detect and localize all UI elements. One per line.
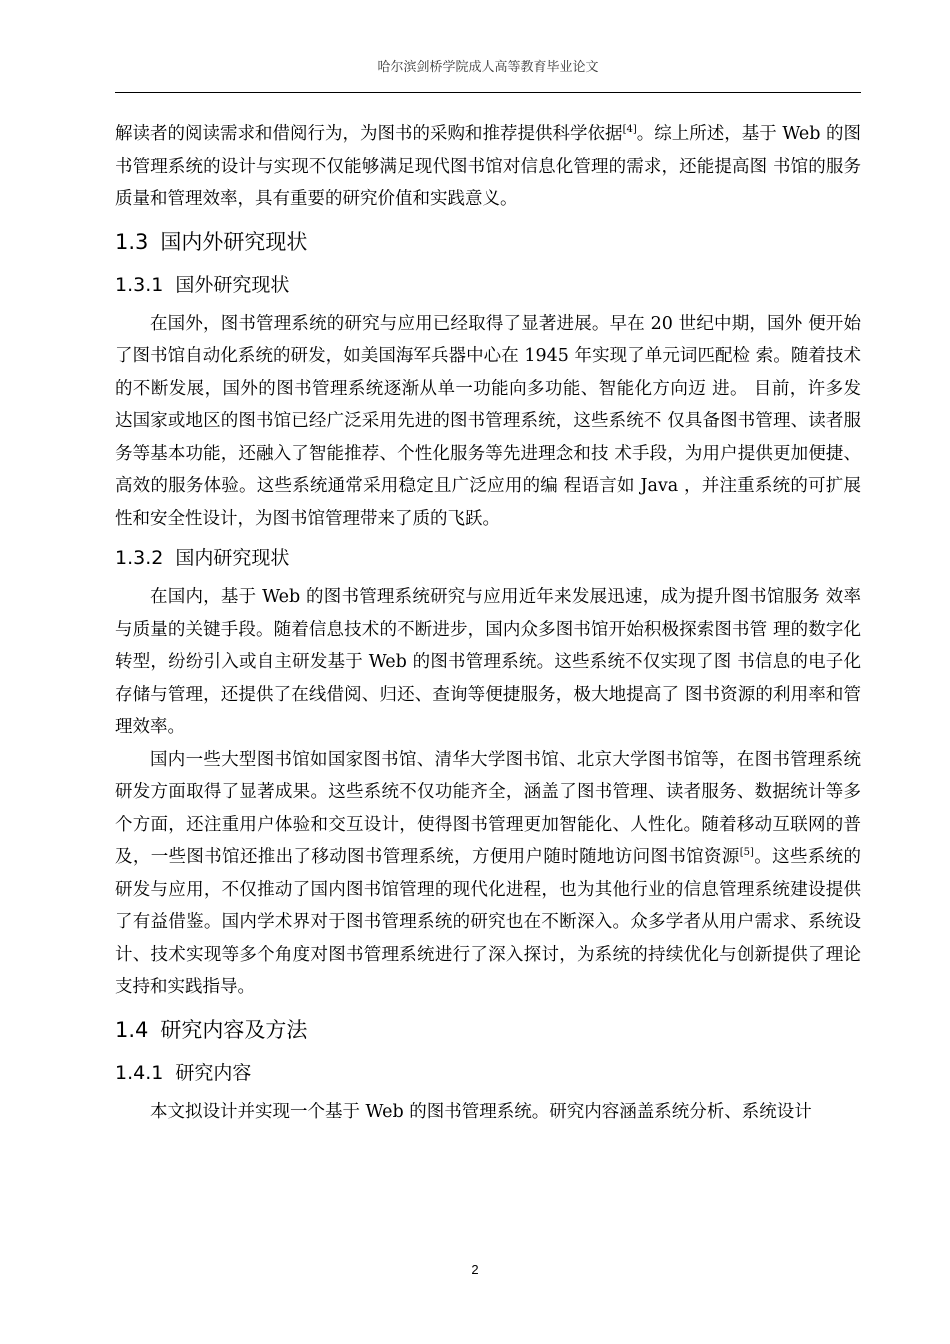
- paragraph-text: 国内一些大型图书馆如国家图书馆、清华大学图书馆、北京大学图书馆等，在图书管理系统研发方面取得了显著成果。这些系统不仅功能齐全，涵盖了图书管理、读者服务、数据统计等多个方面，还注重用户体验和交互设计，使得图书管理更加智能化、人性化。随着移动互联网的普及，一些图书馆还推出了移动图书管理系统，方便用户随时随地访问图书馆资源: [115, 749, 861, 867]
- paragraph-intro-continuation: [115, 118, 861, 216]
- paragraph-domestic-libraries: [115, 744, 861, 1004]
- paragraph-text: 。这些系统的研发与应用，不仅推动了国内图书馆管理的现代化进程，也为其他行业的信息管理系统建设提供了有益借鉴。国内学术界对于图书管理系统的研究也在不断深入。众多学者从用户需求、系统设计、技术实现等多个角度对图书管理系统进行了深入探讨，为系统的持续优化与创新提供了理论支持和实践指导。: [115, 847, 862, 997]
- header-divider: [115, 92, 861, 93]
- section-heading-1-4: [115, 1012, 861, 1048]
- paragraph-text: 。综上所述，基于 Web 的图书管理系统的设计与实现不仅能够满足现代图书馆对信息化管理的需求，还能提高图 书馆的服务质量和管理效率，具有重要的研究价值和实践意义。: [115, 124, 862, 209]
- page-body: [115, 118, 861, 1128]
- citation-5: [5]: [739, 847, 754, 859]
- subsection-heading-1-3-2: [115, 541, 861, 575]
- paragraph-text: 解读者的阅读需求和借阅行为，为图书的采购和推荐提供科学依据: [115, 124, 623, 144]
- section-number: 1.3.2: [115, 547, 164, 569]
- section-number: 1.4: [115, 1017, 149, 1042]
- paragraph-domestic-research: 在国内，基于 Web 的图书管理系统研究与应用近年来发展迅速，成为提升图书馆服务 效率与质量的关键手段。随着信息技术的不断进步，国内众多图书馆开始积极探索图书管 理的数字化转型，纷纷引入或自主研发基于 Web 的图书管理系统。这些系统不仅实现了图 书信息的电子化存储与管理，还提供了在线借阅、归还、查询等便捷服务，极大地提高了 图书资源的利用率和管理效率。: [115, 587, 861, 737]
- section-number: 1.3.1: [115, 273, 164, 296]
- section-title: 国外研究现状: [175, 273, 290, 296]
- section-title: 国内研究现状: [175, 547, 290, 569]
- section-number: 1.4.1: [115, 1061, 164, 1084]
- paragraph-research-content: 本文拟设计并实现一个基于 Web 的图书管理系统。研究内容涵盖系统分析、系统设计: [150, 1101, 812, 1122]
- page-number: 2: [471, 1262, 479, 1277]
- subsection-heading-1-3-1: [115, 268, 861, 302]
- section-heading-1-3: [115, 224, 861, 260]
- section-title: 国内外研究现状: [160, 229, 308, 254]
- section-title: 研究内容: [175, 1061, 252, 1084]
- subsection-heading-1-4-1: [115, 1056, 861, 1090]
- section-number: 1.3: [115, 229, 149, 254]
- citation-4: [4]: [622, 124, 637, 136]
- paragraph-foreign-research: 在国外，图书管理系统的研究与应用已经取得了显著进展。早在 20 世纪中期，国外 便开始了图书馆自动化系统的研发，如美国海军兵器中心在 1945 年实现了单元词匹配检 索。随着技术的不断发展，国外的图书管理系统逐渐从单一功能向多功能、智能化方向迈 进。 目前，许多发达国家或地区的图书馆已经广泛采用先进的图书管理系统，这些系统不 仅具备图书管理、读者服务等基本功能，还融入了智能推荐、个性化服务等先进理念和技 术手段，为用户提供更加便捷、高效的服务体验。这些系统通常采用稳定且广泛应用的编 程语言如 Java ，并注重系统的可扩展性和安全性设计，为图书馆管理带来了质的飞跃。: [115, 313, 861, 529]
- section-title: 研究内容及方法: [160, 1017, 308, 1042]
- running-header: 哈尔滨剑桥学院成人高等教育毕业论文: [377, 60, 599, 75]
